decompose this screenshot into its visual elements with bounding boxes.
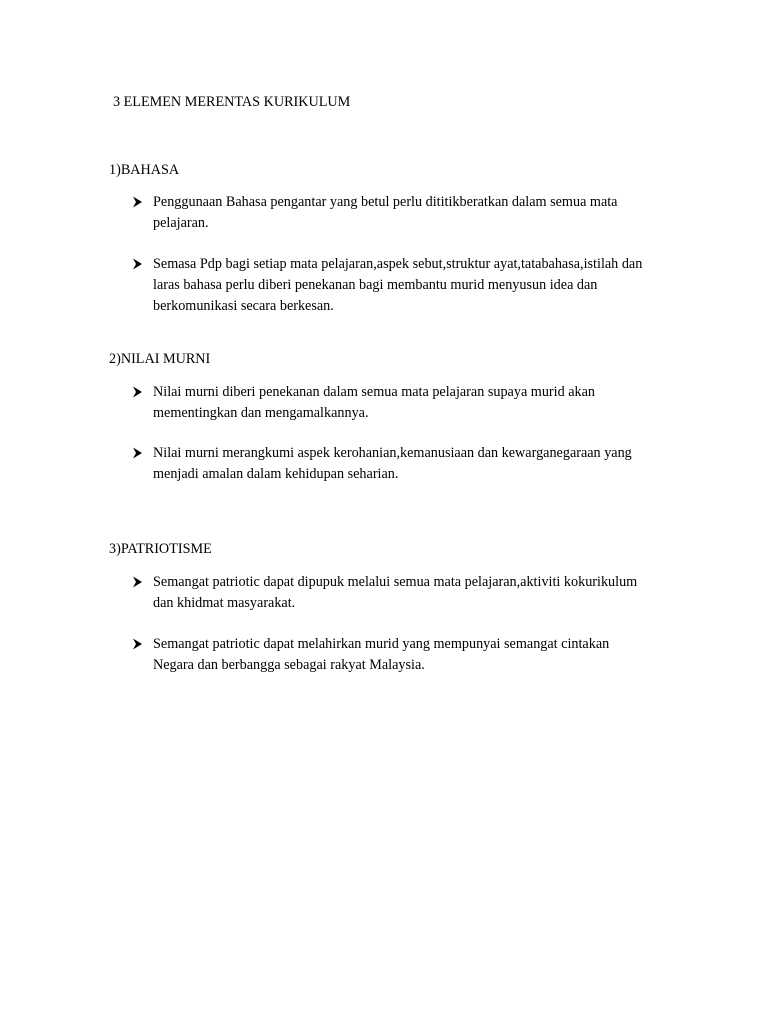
bullet-line: dan khidmat masyarakat.	[153, 595, 296, 611]
arrowhead-bullet-icon	[131, 443, 145, 464]
section-heading-nilai-murni: 2)NILAI MURNI	[109, 351, 211, 367]
bullet-item	[131, 382, 681, 424]
bullet-item	[131, 634, 681, 676]
bullet-line: Nilai murni merangkumi aspek kerohanian,kemanusiaan dan kewarganegaraan yang	[153, 445, 632, 461]
bullet-line: Semasa Pdp bagi setiap mata pelajaran,aspek sebut,struktur ayat,tatabahasa,istilah dan	[153, 256, 643, 272]
arrowhead-bullet-icon	[131, 572, 145, 593]
bullet-line: Nilai murni diberi penekanan dalam semua mata pelajaran supaya murid akan	[153, 384, 596, 400]
section-heading-bahasa: 1)BAHASA	[109, 162, 180, 178]
arrowhead-bullet-icon	[131, 634, 145, 655]
bullet-line: laras bahasa perlu diberi penekanan bagi membantu murid menyusun idea dan	[153, 277, 598, 293]
bullet-line: berkomunikasi secara berkesan.	[153, 298, 334, 314]
bullet-line: Penggunaan Bahasa pengantar yang betul perlu dititikberatkan dalam semua mata	[153, 194, 618, 210]
bullet-item	[131, 192, 681, 234]
bullet-line: Semangat patriotic dapat dipupuk melalui semua mata pelajaran,aktiviti kokurikulum	[153, 574, 638, 590]
bullet-line: pelajaran.	[153, 215, 209, 231]
arrowhead-bullet-icon	[131, 192, 145, 213]
section-heading-patriotisme: 3)PATRIOTISME	[109, 541, 212, 557]
bullet-line: Semangat patriotic dapat melahirkan murid yang mempunyai semangat cintakan	[153, 636, 610, 652]
bullet-line: menjadi amalan dalam kehidupan seharian.	[153, 466, 399, 482]
bullet-item	[131, 254, 681, 317]
bullet-line: mementingkan dan mengamalkannya.	[153, 405, 369, 421]
arrowhead-bullet-icon	[131, 254, 145, 275]
bullet-item	[131, 572, 681, 614]
document-title: 3 ELEMEN MERENTAS KURIKULUM	[113, 94, 351, 110]
bullet-line: Negara dan berbangga sebagai rakyat Malaysia.	[153, 657, 425, 673]
bullet-item	[131, 443, 681, 485]
arrowhead-bullet-icon	[131, 382, 145, 403]
